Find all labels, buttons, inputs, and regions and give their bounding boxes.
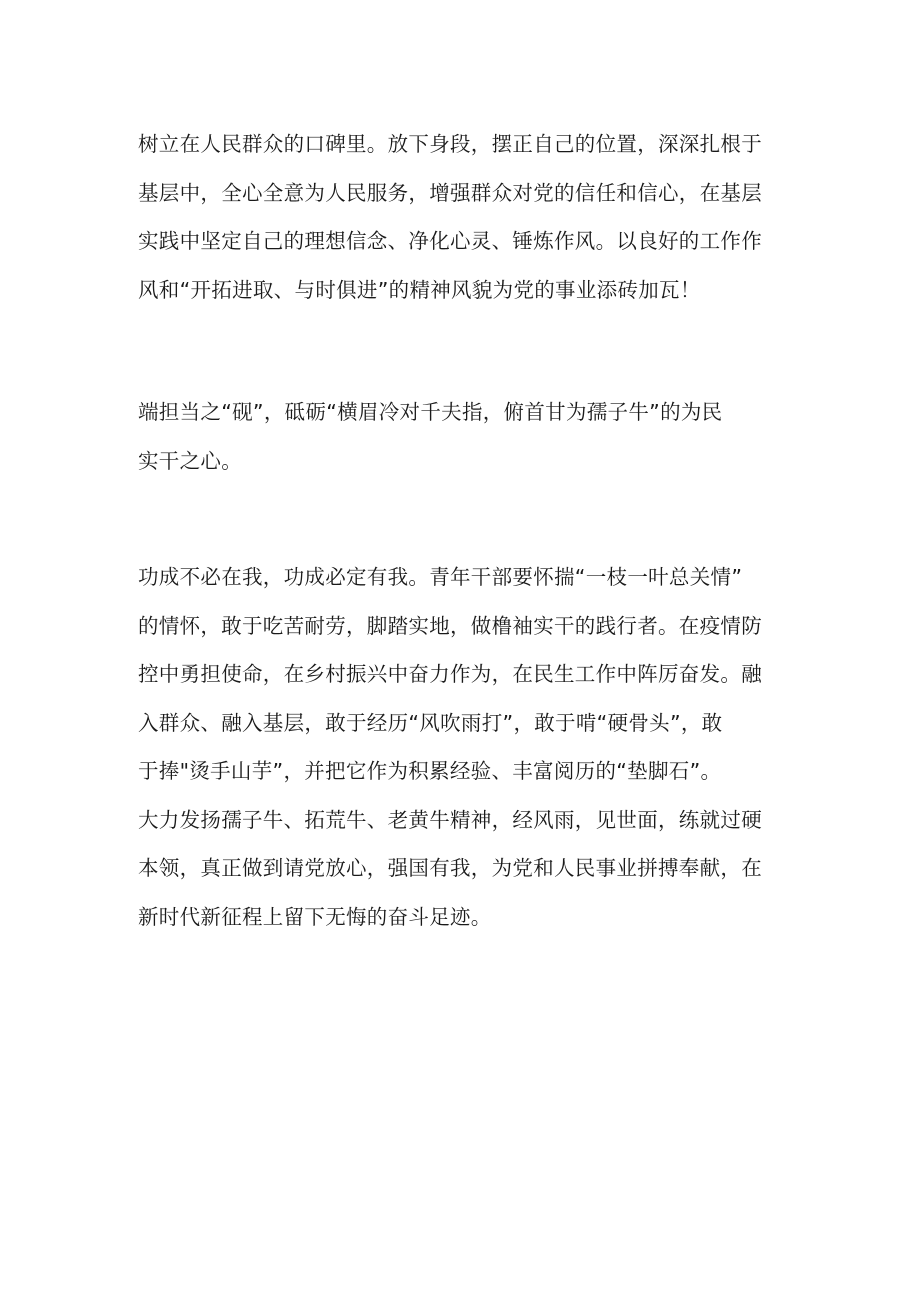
paragraph-line: 实干之心。: [138, 448, 242, 473]
paragraph-line: 功成不必在我，功成必定有我。青年干部要怀揣“一枝一叶总关情”: [138, 565, 743, 589]
paragraph-line: 端担当之“砚”，砥砺“横眉冷对千夫指，俯首甘为孺子牛”的为民: [138, 400, 723, 424]
paragraph-line: 本领，真正做到请党放心，强国有我，为党和人民事业拼搏奉献，在: [138, 856, 762, 880]
paragraph-line: 大力发扬孺子牛、拓荒牛、老黄牛精神，经风雨，见世面，练就过硬: [138, 807, 762, 832]
paragraph-2: [138, 388, 788, 485]
paragraph-line: 新时代新征程上留下无悔的奋斗足迹。: [138, 904, 492, 929]
paragraph-line: 控中勇担使命，在乡村振兴中奋力作为，在民生工作中阵厉奋发。融: [138, 662, 762, 686]
paragraph-line: 基层中，全心全意为人民服务，增强群众对党的信任和信心，在基层: [138, 180, 762, 205]
paragraph-line: 于捧"烫手山芋”，并把它作为积累经验、丰富阅历的“垫脚石”。: [138, 759, 722, 783]
paragraph-1: [138, 120, 788, 314]
paragraph-line: 风和“开拓进取、与时俱进”的精神风貌为党的事业添砖加瓦！: [138, 277, 701, 302]
paragraph-3: [138, 553, 788, 941]
paragraph-line: 实践中坚定自己的理想信念、净化心灵、锤炼作风。以良好的工作作: [138, 229, 762, 253]
paragraph-line: 的情怀，敢于吃苦耐劳，脚踏实地，做橹袖实干的践行者。在疫情防: [138, 613, 762, 638]
paragraph-line: 树立在人民群众的口碑里。放下身段，摆正自己的位置，深深扎根于: [138, 132, 762, 156]
paragraph-line: 入群众、融入基层，敢于经历“风吹雨打”，敢于啃“硬骨头”，敢: [138, 710, 723, 735]
